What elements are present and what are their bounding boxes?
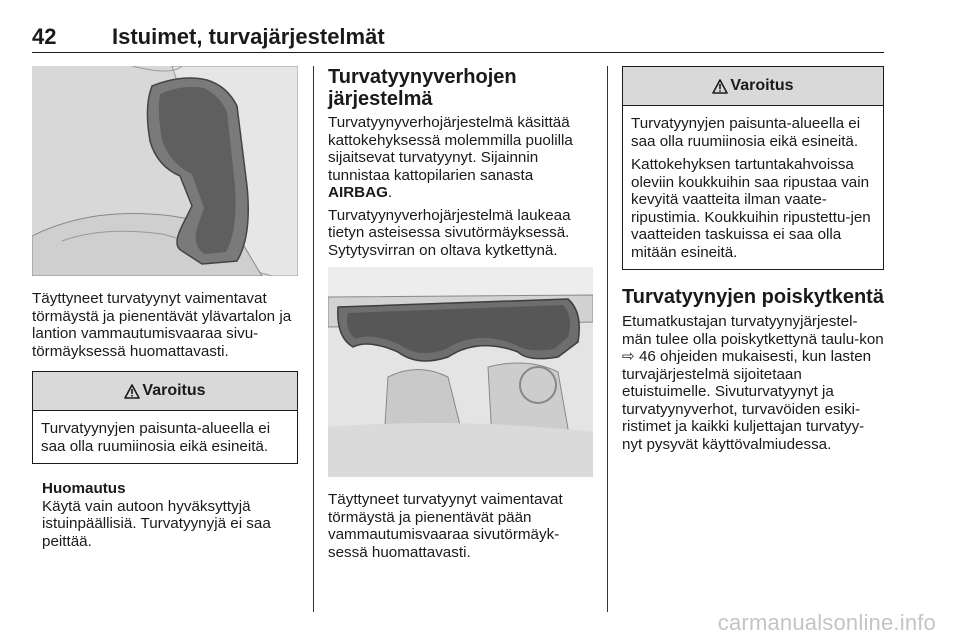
watermark: carmanualsonline.info: [717, 610, 936, 635]
side-airbag-seat-illustration: [32, 66, 298, 276]
warning-triangle-icon: [124, 384, 140, 399]
paragraph-text: Turvatyynyverhojärjestelmä käsittää kattokehyksessä molemmilla puolilla sijaitsevat turvatyynyt. Sijainnin tunnistaa kattopilarien sanasta: [328, 114, 573, 184]
page-number: 42: [32, 24, 57, 49]
section-heading: Turvatyynyjen poiskytkentä: [622, 286, 884, 308]
column-divider: [607, 66, 608, 612]
section-title: Istuimet, turvajärjestelmät: [112, 24, 385, 49]
warning-text: Kattokehyksen tartuntakahvoissa oleviin koukkuihin saa ripustaa vain kevyitä vaatteita ilman vaate-ripustimia. Koukkuihin ripustettu-jen vaatteiden taskuissa ei saa olla mitään esineitä.: [631, 156, 871, 261]
warning-text: Turvatyynyjen paisunta-alueella ei saa olla ruumiinosia eikä esineitä.: [41, 420, 271, 455]
warning-text: Turvatyynyjen paisunta-alueella ei saa olla ruumiinosia eikä esineitä.: [631, 115, 861, 150]
note-title: Huomautus: [42, 480, 126, 497]
body-paragraph: Etumatkustajan turvatyynyjärjestel-män tulee olla poiskytkettynä taulu-kon ⇨ 46 ohjeiden mukaisesti, kun lasten turvajärjestelmä sijoitetaan etuistuimelle. Sivuturvatyynyt ja turvatyynyverhot, turvavöiden esiki-ristimet ja kaikki kuljettajan turvatyy-nyt pysyvät käyttövalmiudessa.: [622, 313, 884, 453]
note-block: [32, 480, 298, 550]
airbag-keyword: AIRBAG: [328, 184, 388, 201]
column-1: [32, 66, 298, 550]
page-header: [32, 16, 884, 53]
section-heading: Turvatyynyverhojen järjestelmä: [328, 66, 517, 110]
column-3: [622, 66, 884, 453]
body-paragraph: [328, 114, 593, 202]
warning-title: Varoitus: [730, 77, 794, 94]
image-caption: Täyttyneet turvatyynyt vaimentavat törmäystä ja pienentävät ylävartalon ja lantion vammautumisvaaraa sivu-törmäyksessä huomattavasti.: [32, 290, 292, 360]
curtain-airbag-illustration: [328, 267, 593, 477]
warning-box: [32, 371, 298, 464]
warning-title: Varoitus: [142, 382, 206, 399]
note-text: Käytä vain autoon hyväksyttyjä istuinpäällisiä. Turvatyynyjä ei saa peittää.: [42, 497, 271, 550]
warning-triangle-icon: [712, 79, 728, 94]
body-paragraph: Turvatyynyverhojärjestelmä laukeaa tietyn asteisessa sivutörmäyksessä. Sytytysvirran on oltava kytkettynä.: [328, 206, 571, 259]
column-2: [328, 66, 593, 561]
image-caption: Täyttyneet turvatyynyt vaimentavat törmäystä ja pienentävät pään vammautumisvaaraa sivutörmäyk-sessä huomattavasti.: [328, 491, 563, 561]
warning-header: [33, 372, 297, 411]
warning-header: [623, 67, 883, 106]
warning-box: [622, 66, 884, 270]
column-divider: [313, 66, 314, 612]
paragraph-end: .: [387, 184, 393, 201]
